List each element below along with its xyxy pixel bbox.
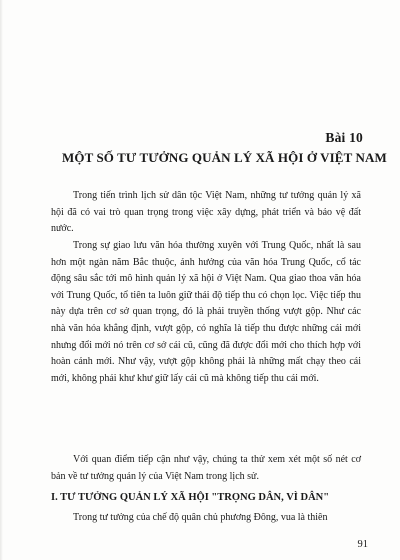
section-heading: I. TƯ TƯỞNG QUẢN LÝ XÃ HỘI "TRỌNG DÂN, VÌ DÂN" (51, 492, 330, 503)
paragraph-approach: Với quan điểm tiếp cận như vậy, chúng ta thử xem xét một số nét cơ bản về tư tưởng quản lý của Việt Nam trong lịch sử. (51, 454, 361, 482)
scan-edge-shadow (0, 0, 3, 560)
page-number: 91 (357, 539, 368, 550)
paragraph-section-start: Trong tư tưởng của chế độ quân chủ phương Đông, vua là thiên (73, 512, 328, 523)
lesson-number: Bài 10 (325, 130, 363, 145)
chapter-title: MỘT SỐ TƯ TƯỞNG QUẢN LÝ XÃ HỘI Ở VIỆT NAM (62, 150, 387, 165)
paragraph-cultural-exchange: Trong sự giao lưu văn hóa thường xuyên với Trung Quốc, nhất là sau hơn một ngàn năm Bắc thuộc, ảnh hưởng của văn hóa Trung Quốc, cổ tác động sâu sắc tới mô hình quản lý xã hội ở Việt Nam. Qua giao thoa văn hóa với Trung Quốc, tổ tiên ta luôn giữ thái độ tiếp thu có chọn lọc. Việc tiếp thu này dựa trên cơ sở quan trọng, đó là phải truyền thống vượt gộp. Như các nhà văn hóa khẳng định, vượt gộp, có nghĩa là tiếp thu được những cái mới nhưng đổi mới nó trên cơ sở cái cũ, cũng đã được đổi mới cho thích hợp với hoàn cảnh mới. Như vậy, vượt gộp không phải là những mất chạy theo cái mới, không phải khư khư giữ lấy cái cũ mà không tiếp thu cái mới. (51, 240, 361, 384)
paragraph-intro: Trong tiến trình lịch sử dân tộc Việt Nam, những tư tưởng quản lý xã hội đã có vai trò quan trọng trong việc xây dựng, phát triển và bảo vệ đất nước. (51, 190, 361, 235)
